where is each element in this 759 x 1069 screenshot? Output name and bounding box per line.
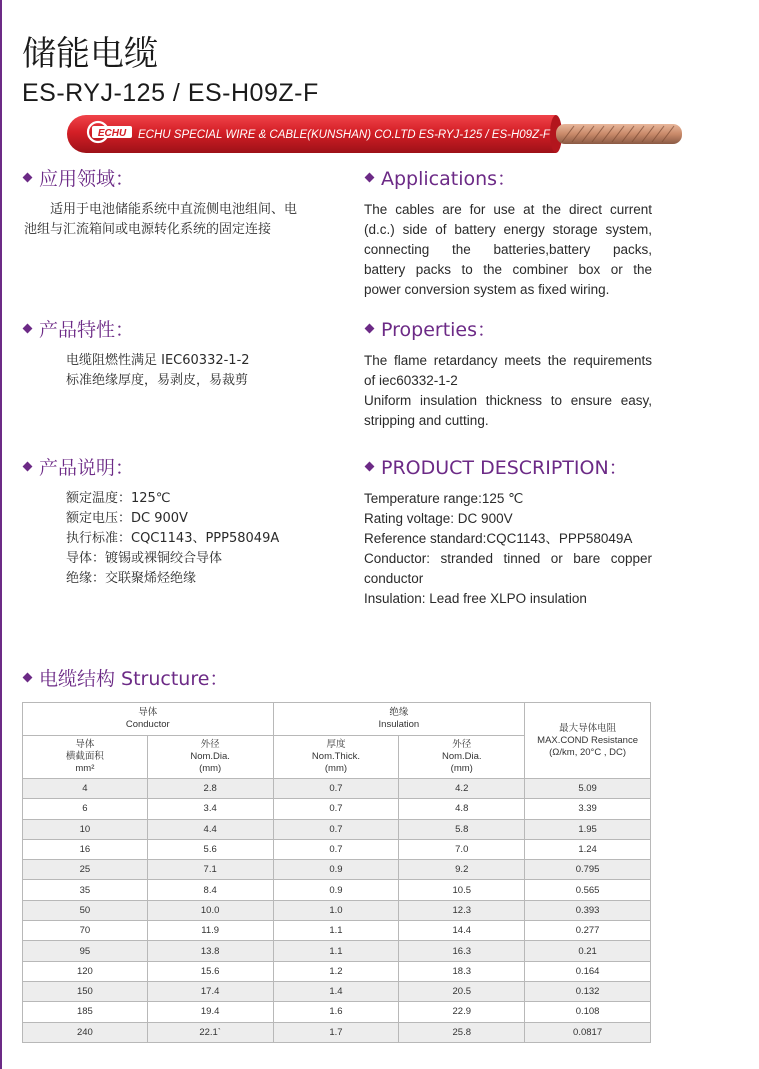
diamond-bullet-icon [23, 673, 33, 683]
table-row: 6 3.4 0.7 4.8 3.39 [23, 799, 651, 819]
header-conductor: 导体 Conductor [23, 703, 274, 736]
header-insulation-diameter: 外径 Nom.Dia. (mm) [399, 736, 525, 779]
table-row: 10 4.4 0.7 5.8 1.95 [23, 819, 651, 839]
table-row: 50 10.0 1.0 12.3 0.393 [23, 900, 651, 920]
logo-text: ECHU [97, 128, 127, 139]
structure-table [22, 702, 651, 1043]
description-en-text: Temperature range:125 ℃ Rating voltage: DC 900V Reference standard:CQC1143、PPP58049A Conductor: stranded tinned or bare copper conductor Insulation: Lead free XLPO insulation [364, 491, 652, 606]
diamond-bullet-icon [365, 462, 375, 472]
table-row: 120 15.6 1.2 18.3 0.164 [23, 961, 651, 981]
table-row: 35 8.4 0.9 10.5 0.565 [23, 880, 651, 900]
properties-cn-text: 电缆阻燃性满足 IEC60332-1-2 标准绝缘厚度，易剥皮，易裁剪 [66, 353, 250, 388]
diamond-bullet-icon [23, 173, 33, 183]
diamond-bullet-icon [23, 462, 33, 472]
header-insulation-thickness: 厚度 Nom.Thick. (mm) [273, 736, 399, 779]
header-resistance: 最大导体电阻 MAX.COND Resistance (Ω/km, 20°C , DC) [525, 703, 651, 779]
table-row: 185 19.4 1.6 22.9 0.108 [23, 1002, 651, 1022]
page-title-cn: 储能电缆 [22, 34, 158, 74]
section-title-applications-cn: 应用领域： [24, 167, 134, 191]
applications-cn-text: 适用于电池储能系统中直流侧电池组间、电 池组与汇流箱间或电源转化系统的固定连接 [24, 202, 298, 237]
section-title-structure: 电缆结构 Structure： [24, 667, 228, 691]
left-accent-rule [0, 0, 2, 1069]
table-row: 25 7.1 0.9 9.2 0.795 [23, 860, 651, 880]
properties-en-text: The flame retardancy meets the requirements of iec60332-1-2 Uniform insulation thickness to ensure easy, stripping and cutting. [364, 353, 652, 428]
section-title-applications-en: Applications： [366, 167, 516, 191]
table-row: 70 11.9 1.1 14.4 0.277 [23, 921, 651, 941]
table-row: 16 5.6 0.7 7.0 1.24 [23, 839, 651, 859]
cable-banner [66, 113, 686, 155]
section-title-properties-en: Properties： [366, 318, 496, 342]
header-insulation: 绝缘 Insulation [273, 703, 525, 736]
section-title-description-en: PRODUCT DESCRIPTION： [366, 456, 628, 480]
description-cn-text: 额定温度：125℃ 额定电压：DC 900V 执行标准：CQC1143、PPP58049A 导体：镀锡或裸铜绞合导体 绝缘：交联聚烯烃绝缘 [66, 491, 280, 586]
page-title-en: ES-RYJ-125 / ES-H09Z-F [22, 79, 319, 107]
banner-text: ECHU SPECIAL WIRE & CABLE(KUNSHAN) CO.LTD ES-RYJ-125 / ES-H09Z-F [138, 129, 550, 141]
applications-en-text: The cables are for use at the direct current (d.c.) side of battery energy storage system, connecting the batteries,battery packs, battery packs to the combiner box or the power conversion system as fixed wiring. [364, 202, 652, 297]
diamond-bullet-icon [365, 324, 375, 334]
section-title-properties-cn: 产品特性： [24, 318, 134, 342]
table-row: 150 17.4 1.4 20.5 0.132 [23, 981, 651, 1001]
table-row: 240 22.1` 1.7 25.8 0.0817 [23, 1022, 651, 1042]
header-conductor-diameter: 外径 Nom.Dia. (mm) [147, 736, 273, 779]
diamond-bullet-icon [365, 173, 375, 183]
header-cross-section: 导体 横截面积 mm² [23, 736, 148, 779]
section-title-description-cn: 产品说明： [24, 456, 134, 480]
table-row: 4 2.8 0.7 4.2 5.09 [23, 779, 651, 799]
table-row: 95 13.8 1.1 16.3 0.21 [23, 941, 651, 961]
diamond-bullet-icon [23, 324, 33, 334]
